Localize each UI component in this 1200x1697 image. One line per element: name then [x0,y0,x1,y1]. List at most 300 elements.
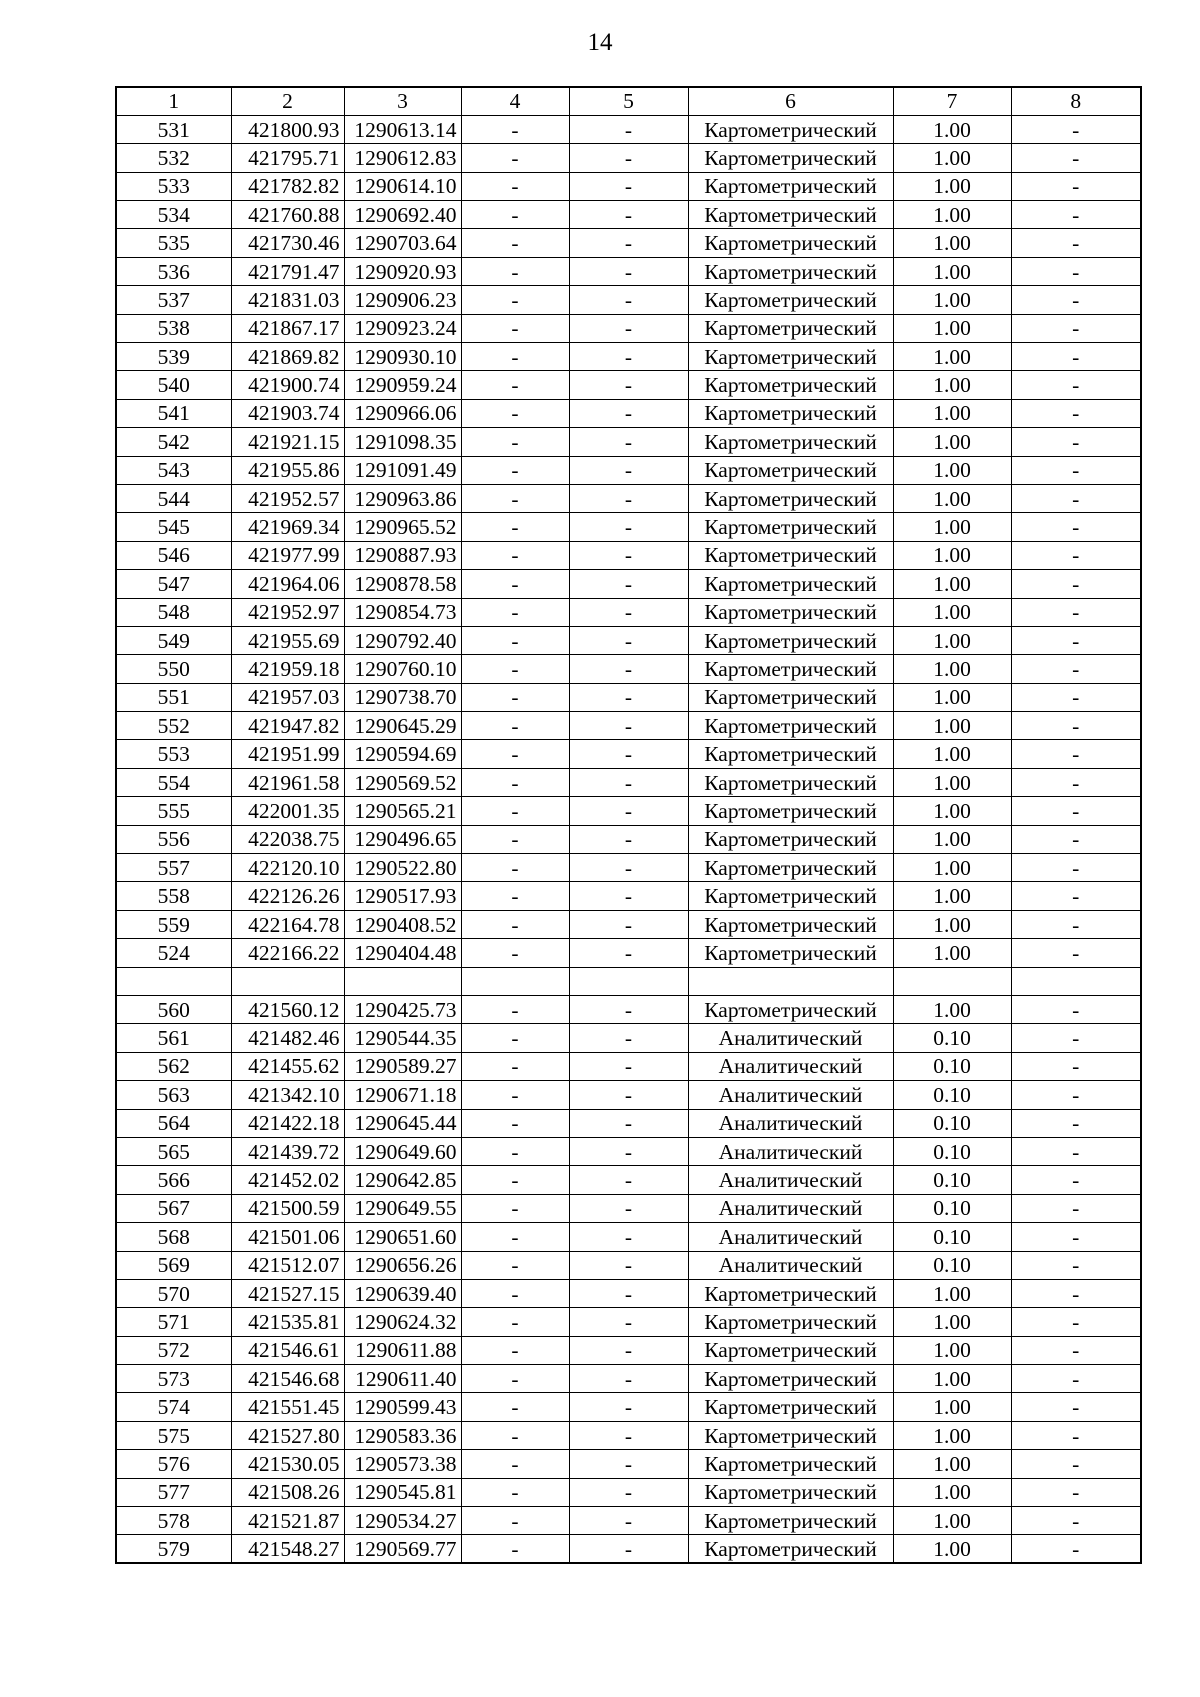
accuracy-cell: 0.10 [893,1194,1011,1222]
col-8-cell: - [1011,1081,1141,1109]
method-cell: Аналитический [688,1251,893,1279]
x-coordinate-cell: 421795.71 [231,144,344,172]
col-8-cell: - [1011,1507,1141,1535]
method-cell: Аналитический [688,1081,893,1109]
point-number-cell: 572 [116,1336,231,1364]
accuracy-cell: 1.00 [893,1279,1011,1307]
y-coordinate-cell: 1290639.40 [344,1279,461,1307]
point-number-cell: 574 [116,1393,231,1421]
col-4-cell: - [461,1365,569,1393]
x-coordinate-cell: 421782.82 [231,172,344,200]
point-number-cell: 562 [116,1052,231,1080]
point-number-cell: 558 [116,882,231,910]
col-5-cell: - [569,825,688,853]
point-number-cell: 541 [116,399,231,427]
col-5-cell: - [569,1024,688,1052]
point-number-cell: 554 [116,768,231,796]
col-5-cell: - [569,655,688,683]
point-number-cell: 539 [116,343,231,371]
method-cell: Картометрический [688,598,893,626]
col-5-cell: - [569,1223,688,1251]
y-coordinate-cell: 1290522.80 [344,854,461,882]
point-number-cell: 561 [116,1024,231,1052]
method-cell: Картометрический [688,683,893,711]
header-cell-5: 5 [569,87,688,115]
table-row [116,598,1141,626]
header-cell-6: 6 [688,87,893,115]
col-8-cell: - [1011,683,1141,711]
accuracy-cell: 1.00 [893,314,1011,342]
table-header-row [116,87,1141,115]
method-cell: Картометрический [688,229,893,257]
col-5-cell: - [569,996,688,1024]
accuracy-cell: 1.00 [893,939,1011,967]
col-5-cell: - [569,882,688,910]
x-coordinate-cell: 421422.18 [231,1109,344,1137]
method-cell: Картометрический [688,371,893,399]
table-row [116,1421,1141,1449]
col-4-cell: - [461,1336,569,1364]
table-row [116,1194,1141,1222]
table-row [116,314,1141,342]
col-8-cell: - [1011,1421,1141,1449]
col-4-cell: - [461,541,569,569]
col-4-cell: - [461,655,569,683]
y-coordinate-cell: 1290569.52 [344,768,461,796]
table-row [116,854,1141,882]
col-5-cell: - [569,1535,688,1563]
col-5-cell: - [569,939,688,967]
table-row [116,144,1141,172]
col-8-cell: - [1011,797,1141,825]
col-5-cell: - [569,541,688,569]
x-coordinate-cell: 421791.47 [231,257,344,285]
point-number-cell: 571 [116,1308,231,1336]
col-5-cell: - [569,314,688,342]
col-5-cell: - [569,1393,688,1421]
method-cell: Картометрический [688,1279,893,1307]
table-row [116,484,1141,512]
col-4-cell: - [461,314,569,342]
x-coordinate-cell: 421508.26 [231,1478,344,1506]
table-row [116,1535,1141,1563]
col-5-cell: - [569,513,688,541]
y-coordinate-cell: 1290569.77 [344,1535,461,1563]
point-number-cell: 579 [116,1535,231,1563]
x-coordinate-cell: 421959.18 [231,655,344,683]
col-8-cell: - [1011,626,1141,654]
col-8-cell: - [1011,229,1141,257]
col-4-cell: - [461,683,569,711]
point-number-cell: 534 [116,201,231,229]
col-5-cell: - [569,371,688,399]
point-number-cell: 564 [116,1109,231,1137]
accuracy-cell: 0.10 [893,1081,1011,1109]
col-8-cell: - [1011,1194,1141,1222]
col-8-cell: - [1011,854,1141,882]
accuracy-cell: 0.10 [893,1137,1011,1165]
table-row [116,201,1141,229]
y-coordinate-cell: 1290792.40 [344,626,461,654]
col-8-cell: - [1011,484,1141,512]
table-row [116,1081,1141,1109]
table-row [116,286,1141,314]
x-coordinate-cell: 421452.02 [231,1166,344,1194]
table-row [116,768,1141,796]
col-8-cell: - [1011,570,1141,598]
y-coordinate-cell: 1290573.38 [344,1450,461,1478]
table-row [116,371,1141,399]
method-cell: Картометрический [688,513,893,541]
table-row [116,513,1141,541]
x-coordinate-cell: 421548.27 [231,1535,344,1563]
method-cell: Картометрический [688,740,893,768]
x-coordinate-cell: 421551.45 [231,1393,344,1421]
y-coordinate-cell: 1290649.60 [344,1137,461,1165]
col-8-cell: - [1011,456,1141,484]
point-number-cell: 555 [116,797,231,825]
y-coordinate-cell: 1290920.93 [344,257,461,285]
col-5-cell: - [569,286,688,314]
x-coordinate-cell: 422001.35 [231,797,344,825]
col-4-cell: - [461,854,569,882]
col-8-cell: - [1011,1251,1141,1279]
point-number-cell: 568 [116,1223,231,1251]
method-cell: Картометрический [688,768,893,796]
col-8-cell: - [1011,257,1141,285]
page-number: 14 [587,29,613,56]
point-number-cell: 576 [116,1450,231,1478]
col-4-cell: - [461,1450,569,1478]
col-4-cell: - [461,626,569,654]
col-4-cell [461,967,569,995]
col-4-cell: - [461,115,569,143]
table-row [116,399,1141,427]
col-4-cell: - [461,172,569,200]
x-coordinate-cell: 421730.46 [231,229,344,257]
col-5-cell: - [569,1166,688,1194]
col-8-cell: - [1011,1478,1141,1506]
header-cell-3: 3 [344,87,461,115]
col-8-cell: - [1011,1137,1141,1165]
table-row [116,1507,1141,1535]
method-cell: Картометрический [688,314,893,342]
point-number-cell: 543 [116,456,231,484]
table-row [116,882,1141,910]
accuracy-cell: 1.00 [893,484,1011,512]
table-row [116,1024,1141,1052]
col-4-cell: - [461,797,569,825]
accuracy-cell: 1.00 [893,1450,1011,1478]
point-number-cell: 548 [116,598,231,626]
y-coordinate-cell: 1290583.36 [344,1421,461,1449]
point-number-cell: 546 [116,541,231,569]
y-coordinate-cell: 1290906.23 [344,286,461,314]
col-5-cell: - [569,456,688,484]
method-cell: Картометрический [688,257,893,285]
method-cell: Картометрический [688,655,893,683]
method-cell: Картометрический [688,825,893,853]
method-cell: Картометрический [688,1421,893,1449]
y-coordinate-cell: 1290614.10 [344,172,461,200]
accuracy-cell: 1.00 [893,201,1011,229]
method-cell: Картометрический [688,541,893,569]
x-coordinate-cell: 421527.80 [231,1421,344,1449]
col-4-cell: - [461,286,569,314]
x-coordinate-cell: 421500.59 [231,1194,344,1222]
col-5-cell: - [569,484,688,512]
y-coordinate-cell: 1290887.93 [344,541,461,569]
method-cell: Картометрический [688,570,893,598]
accuracy-cell: 1.00 [893,882,1011,910]
col-8-cell: - [1011,1450,1141,1478]
col-5-cell: - [569,910,688,938]
table-row [116,939,1141,967]
table-row [116,1137,1141,1165]
point-number-cell: 577 [116,1478,231,1506]
x-coordinate-cell: 421952.57 [231,484,344,512]
accuracy-cell: 1.00 [893,683,1011,711]
y-coordinate-cell: 1290599.43 [344,1393,461,1421]
accuracy-cell: 1.00 [893,626,1011,654]
x-coordinate-cell: 422120.10 [231,854,344,882]
accuracy-cell: 1.00 [893,570,1011,598]
col-5-cell: - [569,683,688,711]
y-coordinate-cell: 1290649.55 [344,1194,461,1222]
y-coordinate-cell: 1290692.40 [344,201,461,229]
col-4-cell: - [461,598,569,626]
method-cell: Картометрический [688,115,893,143]
method-cell: Картометрический [688,1365,893,1393]
table-row [116,541,1141,569]
col-8-cell: - [1011,825,1141,853]
col-5-cell: - [569,1052,688,1080]
method-cell: Картометрический [688,854,893,882]
method-cell: Аналитический [688,1223,893,1251]
method-cell: Картометрический [688,1308,893,1336]
y-coordinate-cell: 1290517.93 [344,882,461,910]
col-8-cell: - [1011,428,1141,456]
table-row [116,1365,1141,1393]
y-coordinate-cell: 1290425.73 [344,996,461,1024]
col-5-cell: - [569,1109,688,1137]
point-number-cell: 533 [116,172,231,200]
point-number-cell: 531 [116,115,231,143]
x-coordinate-cell: 421903.74 [231,399,344,427]
table-row [116,1166,1141,1194]
col-8-cell: - [1011,1393,1141,1421]
method-cell: Картометрический [688,1393,893,1421]
col-5-cell: - [569,1308,688,1336]
col-5-cell: - [569,1365,688,1393]
col-5-cell: - [569,570,688,598]
x-coordinate-cell: 421501.06 [231,1223,344,1251]
y-coordinate-cell: 1290854.73 [344,598,461,626]
point-number-cell: 563 [116,1081,231,1109]
accuracy-cell: 1.00 [893,996,1011,1024]
x-coordinate-cell: 421955.86 [231,456,344,484]
point-number-cell: 552 [116,712,231,740]
point-number-cell: 550 [116,655,231,683]
point-number-cell: 545 [116,513,231,541]
point-number-cell: 566 [116,1166,231,1194]
col-4-cell: - [461,1223,569,1251]
table-row [116,229,1141,257]
x-coordinate-cell: 421527.15 [231,1279,344,1307]
col-5-cell: - [569,201,688,229]
y-coordinate-cell: 1290963.86 [344,484,461,512]
x-coordinate-cell: 421964.06 [231,570,344,598]
method-cell: Картометрический [688,1507,893,1535]
accuracy-cell: 1.00 [893,1535,1011,1563]
table-row [116,683,1141,711]
method-cell: Картометрический [688,996,893,1024]
point-number-cell: 570 [116,1279,231,1307]
point-number-cell: 567 [116,1194,231,1222]
y-coordinate-cell: 1290404.48 [344,939,461,967]
table-row [116,1393,1141,1421]
col-8-cell: - [1011,598,1141,626]
x-coordinate-cell: 421831.03 [231,286,344,314]
table-row [116,1052,1141,1080]
col-5-cell: - [569,768,688,796]
x-coordinate-cell: 421546.68 [231,1365,344,1393]
col-4-cell: - [461,1478,569,1506]
table-row [116,996,1141,1024]
y-coordinate-cell: 1290496.65 [344,825,461,853]
col-4-cell: - [461,1024,569,1052]
x-coordinate-cell [231,967,344,995]
x-coordinate-cell: 421439.72 [231,1137,344,1165]
col-8-cell: - [1011,1535,1141,1563]
method-cell: Картометрический [688,1336,893,1364]
col-5-cell: - [569,1081,688,1109]
point-number-cell: 553 [116,740,231,768]
x-coordinate-cell: 422166.22 [231,939,344,967]
y-coordinate-cell: 1291091.49 [344,456,461,484]
y-coordinate-cell: 1290930.10 [344,343,461,371]
col-8-cell: - [1011,1052,1141,1080]
col-8-cell: - [1011,1223,1141,1251]
table-row [116,343,1141,371]
table-row [116,257,1141,285]
col-5-cell: - [569,740,688,768]
method-cell: Картометрический [688,797,893,825]
col-5-cell: - [569,144,688,172]
col-8-cell: - [1011,655,1141,683]
accuracy-cell: 1.00 [893,399,1011,427]
col-8-cell: - [1011,1308,1141,1336]
accuracy-cell: 0.10 [893,1251,1011,1279]
col-8-cell: - [1011,201,1141,229]
method-cell: Картометрический [688,456,893,484]
accuracy-cell: 0.10 [893,1223,1011,1251]
col-4-cell: - [461,1081,569,1109]
col-5-cell: - [569,1478,688,1506]
col-8-cell: - [1011,399,1141,427]
col-4-cell: - [461,371,569,399]
col-4-cell: - [461,768,569,796]
table-row [116,428,1141,456]
accuracy-cell: 1.00 [893,910,1011,938]
method-cell: Аналитический [688,1024,893,1052]
y-coordinate-cell: 1290544.35 [344,1024,461,1052]
col-5-cell: - [569,797,688,825]
table-row [116,115,1141,143]
y-coordinate-cell: 1290671.18 [344,1081,461,1109]
col-5-cell: - [569,1279,688,1307]
header-cell-4: 4 [461,87,569,115]
col-5-cell: - [569,1194,688,1222]
method-cell: Картометрический [688,484,893,512]
y-coordinate-cell: 1290545.81 [344,1478,461,1506]
y-coordinate-cell: 1290878.58 [344,570,461,598]
col-4-cell: - [461,1052,569,1080]
point-number-cell: 542 [116,428,231,456]
point-number-cell: 551 [116,683,231,711]
table-row [116,1279,1141,1307]
col-4-cell: - [461,910,569,938]
x-coordinate-cell: 421560.12 [231,996,344,1024]
table-row [116,456,1141,484]
col-5-cell: - [569,1421,688,1449]
header-cell-1: 1 [116,87,231,115]
accuracy-cell: 1.00 [893,1336,1011,1364]
table-row [116,1109,1141,1137]
x-coordinate-cell: 421455.62 [231,1052,344,1080]
col-8-cell: - [1011,1166,1141,1194]
header-cell-7: 7 [893,87,1011,115]
y-coordinate-cell: 1290965.52 [344,513,461,541]
y-coordinate-cell: 1291098.35 [344,428,461,456]
accuracy-cell: 0.10 [893,1109,1011,1137]
point-number-cell: 538 [116,314,231,342]
accuracy-cell: 1.00 [893,172,1011,200]
col-8-cell: - [1011,712,1141,740]
x-coordinate-cell: 421957.03 [231,683,344,711]
y-coordinate-cell: 1290651.60 [344,1223,461,1251]
col-4-cell: - [461,712,569,740]
table-row [116,172,1141,200]
col-5-cell: - [569,712,688,740]
accuracy-cell: 1.00 [893,598,1011,626]
col-8-cell: - [1011,1365,1141,1393]
y-coordinate-cell: 1290594.69 [344,740,461,768]
point-number-cell [116,967,231,995]
method-cell: Картометрический [688,626,893,654]
table-row [116,1450,1141,1478]
accuracy-cell: 1.00 [893,1507,1011,1535]
col-4-cell: - [461,1393,569,1421]
col-5-cell: - [569,257,688,285]
table-row [116,740,1141,768]
point-number-cell: 524 [116,939,231,967]
method-cell: Картометрический [688,343,893,371]
col-8-cell: - [1011,286,1141,314]
col-8-cell: - [1011,314,1141,342]
y-coordinate-cell: 1290738.70 [344,683,461,711]
method-cell [688,967,893,995]
col-4-cell: - [461,257,569,285]
header-cell-2: 2 [231,87,344,115]
table-row [116,967,1141,995]
accuracy-cell: 1.00 [893,257,1011,285]
table-row [116,655,1141,683]
y-coordinate-cell: 1290656.26 [344,1251,461,1279]
col-8-cell: - [1011,371,1141,399]
col-5-cell: - [569,343,688,371]
x-coordinate-cell: 421977.99 [231,541,344,569]
